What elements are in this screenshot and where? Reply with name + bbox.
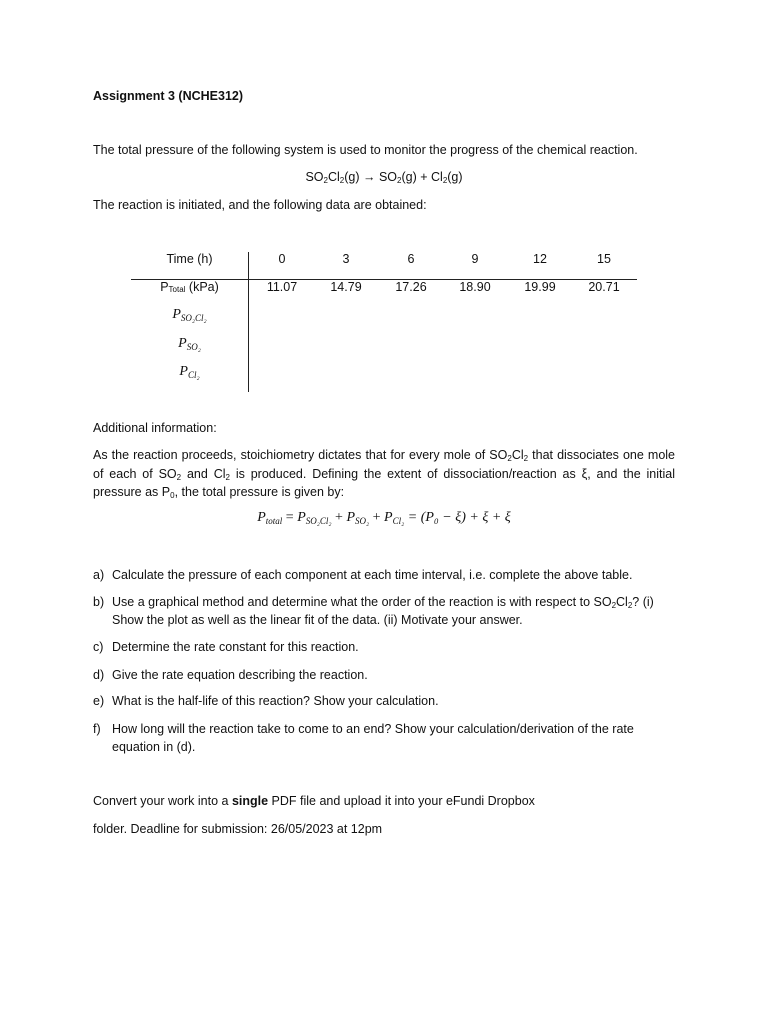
table-time-cell: 12 <box>533 252 547 266</box>
question-a: a) Calculate the pressure of each component at each time interval, i.e. complete the above table. <box>93 568 633 582</box>
reaction-arrow: → <box>362 170 376 184</box>
table-time-cell: 0 <box>278 252 286 266</box>
table-ptotal-cell: 14.79 <box>330 280 362 294</box>
table-time-cell: 6 <box>407 252 415 266</box>
table-ptotal-cell: 19.99 <box>524 280 556 294</box>
reaction-equation: $SO_2Cl_2(g) \to SO_2(g) + Cl_2(g)$ <box>305 170 463 185</box>
additional-info-text: As the reaction proceeds, stoichiometry dictates that for every mole of $SO_2Cl_2$ that dissociates one mole of each of $SO_2$ and $Cl_2$ is produced. Defining the extent of dissociation/reaction as ξ, and the initial pressure as $P_0$, the total pressure is given by: <box>93 448 675 500</box>
question-f: f) How long will the reaction take to come to an end? Show your calculation/derivation of the rate equation in (d). <box>93 722 634 754</box>
table-ptotal-cell: 17.26 <box>395 280 427 294</box>
assignment-title: Assignment 3 (NCHE312) <box>93 89 244 103</box>
table-time-cell: 15 <box>597 252 611 266</box>
question-c: c) Determine the rate constant for this reaction. <box>93 640 359 654</box>
question-e: e) What is the half-life of this reaction? Show your calculation. <box>93 694 439 708</box>
question-d: d) Give the rate equation describing the reaction. <box>93 668 368 682</box>
table-time-cell: 3 <box>342 252 350 266</box>
table-pso2-label: $P_{SO_2}$ <box>178 336 201 352</box>
table-time-cell: 9 <box>471 252 479 266</box>
table-ptotal-cell: 20.71 <box>588 280 620 294</box>
table-pcl2-label: $P_{Cl_2}$ <box>179 364 200 380</box>
table-ptotal-cell: 11.07 <box>266 280 298 294</box>
intro-text: The total pressure of the following system is used to monitor the progress of the chemical reaction. <box>93 143 638 157</box>
table-ptotal-cell: 18.90 <box>459 280 491 294</box>
submission-line-2: folder. Deadline for submission: 26/05/2023 at 12pm <box>93 822 383 836</box>
table-ptotal-label: PTotal (kPa) <box>160 280 219 294</box>
data-intro-text: The reaction is initiated, and the following data are obtained: <box>93 198 427 212</box>
table-pso2cl2-label: $P_{SO_2Cl_2}$ <box>172 307 207 323</box>
total-pressure-equation: $P_{total} = P_{SO_2Cl_2} + P_{SO_2} + P_{Cl_2} = (P_0 - \xi) + \xi + \xi$ <box>257 510 511 526</box>
table-time-label: Time (h) <box>166 252 213 266</box>
additional-info-heading: Additional information: <box>93 421 217 435</box>
submission-line-1: Convert your work into a single PDF file and upload it into your eFundi Dropbox <box>93 794 535 808</box>
table-vertical-divider <box>248 252 249 392</box>
question-b: b) Use a graphical method and determine what the order of the reaction is with respect to $SO_2Cl_2$? (i) Show the plot as well as the linear fit of the data. (ii) Motivate your answer. <box>93 595 654 627</box>
